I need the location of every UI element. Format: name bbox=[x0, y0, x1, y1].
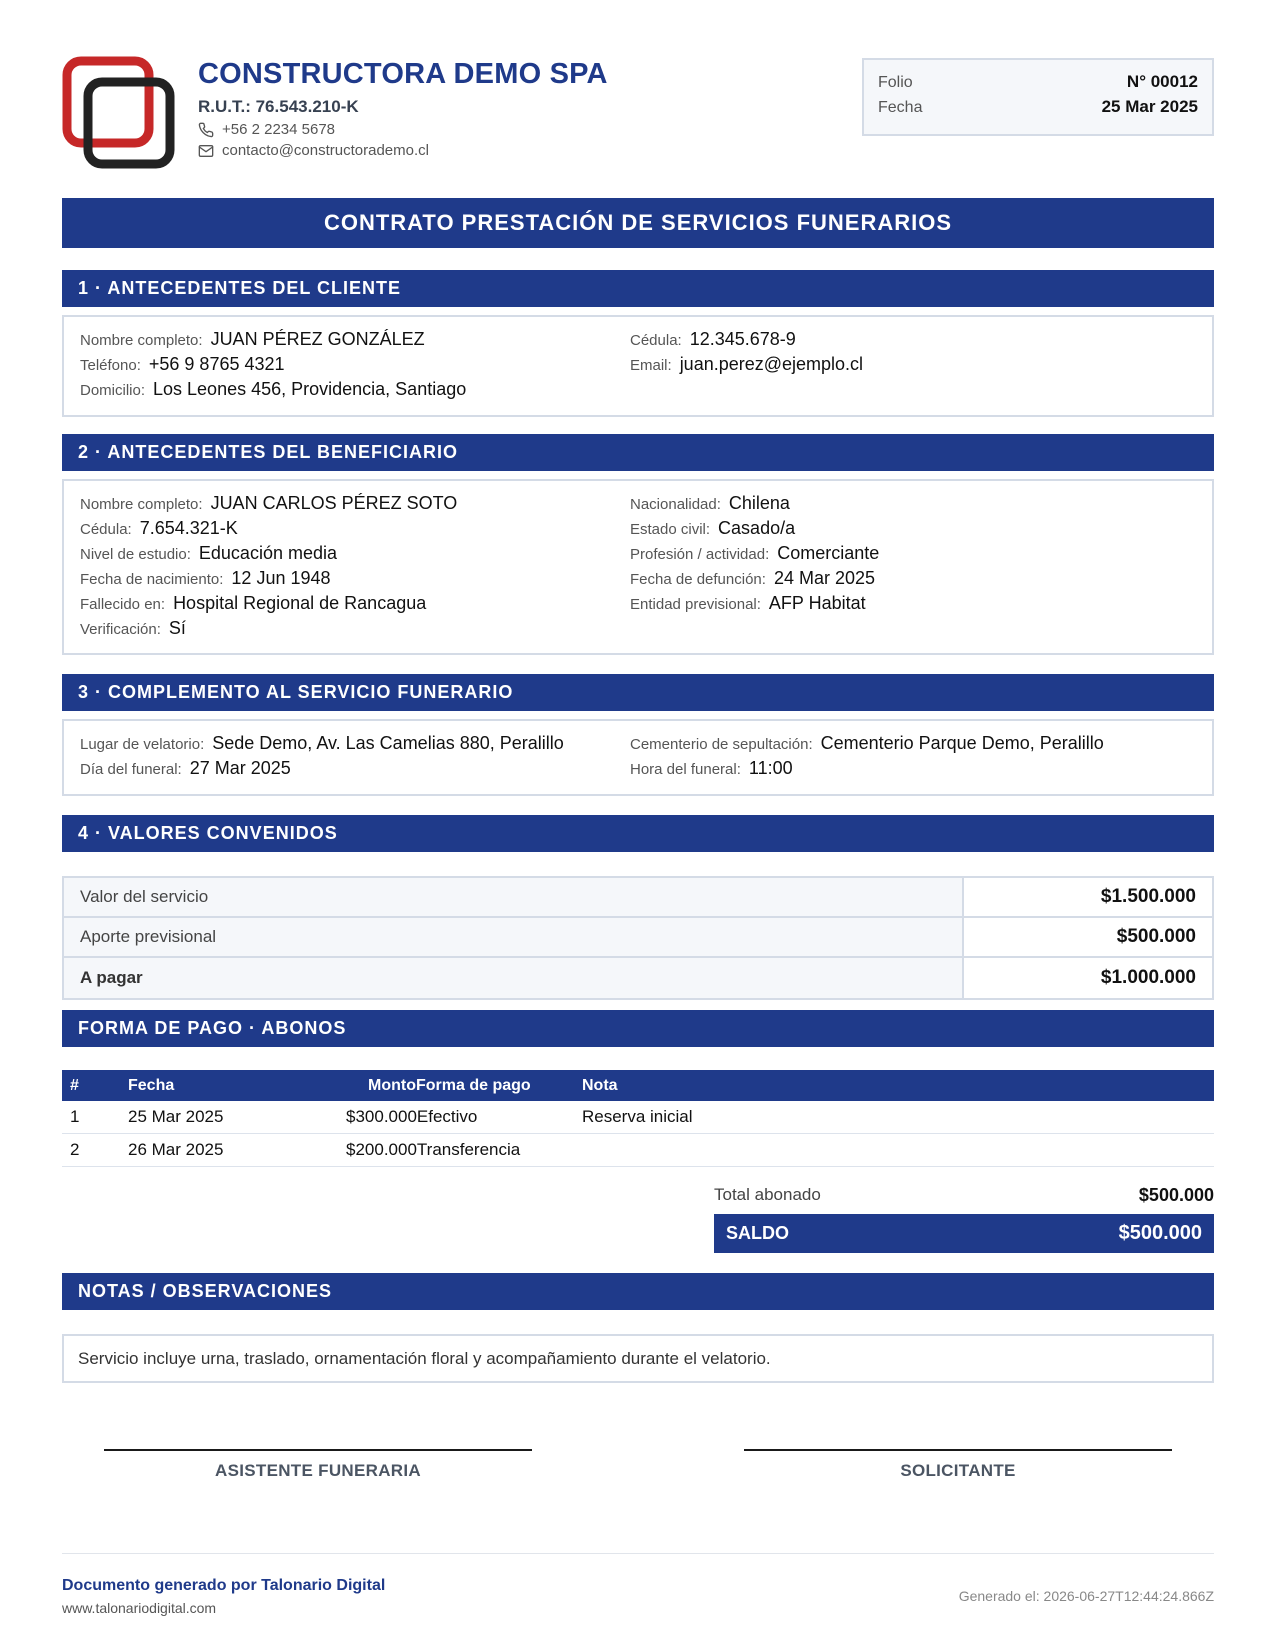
client-id: 12.345.678-9 bbox=[689, 329, 796, 349]
column-header: Nota bbox=[582, 1076, 618, 1094]
field-value: Sede Demo, Av. Las Camelias 880, Peralillo bbox=[212, 733, 564, 753]
column-header: # bbox=[70, 1076, 79, 1094]
payment-date: 25 Mar 2025 bbox=[128, 1107, 224, 1126]
client-field bbox=[80, 354, 466, 379]
company-phone: +56 2 2234 5678 bbox=[222, 121, 336, 138]
beneficiary-field bbox=[630, 518, 879, 543]
values-label: A pagar bbox=[64, 958, 964, 998]
field-value: Chilena bbox=[728, 493, 790, 513]
client-phone: +56 9 8765 4321 bbox=[148, 354, 285, 374]
field-label: Nombre completo: bbox=[80, 496, 203, 513]
values-amount: $1.500.000 bbox=[1100, 886, 1196, 907]
company-phone-line bbox=[198, 121, 608, 138]
payment-amount-method: $200.000Transferencia bbox=[346, 1140, 521, 1159]
footer-brand: Documento generado por Talonario Digital bbox=[62, 1577, 386, 1594]
beneficiary-field bbox=[80, 493, 457, 518]
folio-box bbox=[862, 58, 1214, 136]
field-value: JUAN CARLOS PÉREZ SOTO bbox=[210, 493, 458, 513]
field-label: Email: bbox=[630, 357, 672, 374]
balance-bar bbox=[714, 1214, 1214, 1253]
values-label: Valor del servicio bbox=[64, 878, 964, 916]
values-row bbox=[64, 918, 1212, 958]
client-left-column bbox=[80, 329, 466, 404]
company-logo bbox=[62, 56, 182, 176]
signature-left bbox=[104, 1449, 532, 1481]
balance-label: SALDO bbox=[726, 1223, 789, 1243]
mail-icon bbox=[198, 143, 214, 159]
values-label: Aporte previsional bbox=[64, 918, 964, 956]
field-value: AFP Habitat bbox=[768, 593, 866, 613]
footer-brand-block bbox=[62, 1577, 385, 1616]
client-field bbox=[630, 329, 863, 354]
folio-row bbox=[878, 72, 1198, 97]
company-name: CONSTRUCTORA DEMO SPA bbox=[198, 58, 608, 90]
footer-divider bbox=[62, 1553, 1214, 1554]
complement-field bbox=[630, 733, 1104, 758]
field-value: Educación media bbox=[198, 543, 337, 563]
beneficiary-field bbox=[630, 568, 879, 593]
total-paid-label: Total abonado bbox=[714, 1185, 821, 1204]
complement-right-column bbox=[630, 733, 1104, 783]
field-label: Fecha de nacimiento: bbox=[80, 571, 224, 588]
folio-label: Folio bbox=[878, 74, 913, 91]
client-address: Los Leones 456, Providencia, Santiago bbox=[153, 379, 467, 399]
field-label: Fallecido en: bbox=[80, 596, 166, 613]
field-label: Nivel de estudio: bbox=[80, 546, 191, 563]
field-label: Profesión / actividad: bbox=[630, 546, 770, 563]
field-label: Cédula: bbox=[630, 332, 682, 349]
footer-generated: Generado el: 2026-06-27T12:44:24.866Z bbox=[958, 1588, 1214, 1604]
company-email: contacto@constructorademo.cl bbox=[222, 142, 429, 159]
field-label: Verificación: bbox=[80, 621, 161, 638]
client-field bbox=[630, 354, 863, 379]
total-paid-value: $500.000 bbox=[1138, 1184, 1214, 1205]
field-label: Hora del funeral: bbox=[630, 761, 741, 778]
field-label: Cédula: bbox=[80, 521, 132, 538]
field-value: Comerciante bbox=[777, 543, 880, 563]
beneficiary-left-column bbox=[80, 493, 457, 643]
beneficiary-field bbox=[80, 593, 457, 618]
section-beneficiary-heading: 2 · ANTECEDENTES DEL BENEFICIARIO bbox=[62, 434, 1214, 471]
section-client-box bbox=[62, 315, 1214, 417]
field-label: Entidad previsional: bbox=[630, 596, 761, 613]
field-label: Fecha de defunción: bbox=[630, 571, 766, 588]
field-value: 11:00 bbox=[748, 758, 793, 778]
beneficiary-field bbox=[630, 543, 879, 568]
complement-left-column bbox=[80, 733, 564, 783]
values-amount: $1.000.000 bbox=[1100, 967, 1196, 988]
payments-table-header bbox=[62, 1070, 1214, 1101]
beneficiary-field bbox=[80, 568, 457, 593]
field-value: 12 Jun 1948 bbox=[231, 568, 331, 588]
field-label: Domicilio: bbox=[80, 382, 146, 399]
signature-line bbox=[104, 1449, 532, 1451]
field-label: Nacionalidad: bbox=[630, 496, 721, 513]
date-label: Fecha bbox=[878, 99, 923, 116]
column-header: MontoForma de pago bbox=[368, 1076, 531, 1094]
section-client-heading: 1 · ANTECEDENTES DEL CLIENTE bbox=[62, 270, 1214, 307]
field-label: Día del funeral: bbox=[80, 761, 182, 778]
signature-label: ASISTENTE FUNERARIA bbox=[215, 1461, 421, 1480]
field-label: Teléfono: bbox=[80, 357, 141, 374]
signature-right bbox=[744, 1449, 1172, 1481]
folio-number: N° 00012 bbox=[1126, 72, 1198, 91]
column-header: Fecha bbox=[128, 1076, 175, 1094]
phone-icon bbox=[198, 122, 214, 138]
document-title: CONTRATO PRESTACIÓN DE SERVICIOS FUNERARIOS bbox=[62, 198, 1214, 248]
payment-row bbox=[62, 1134, 1214, 1167]
field-value: 27 Mar 2025 bbox=[189, 758, 291, 778]
beneficiary-field bbox=[630, 493, 879, 518]
section-complement-box bbox=[62, 719, 1214, 796]
beneficiary-field bbox=[630, 593, 879, 618]
field-value: Casado/a bbox=[718, 518, 796, 538]
field-value: 24 Mar 2025 bbox=[773, 568, 876, 588]
balance-value: $500.000 bbox=[1118, 1222, 1202, 1244]
client-email: juan.perez@ejemplo.cl bbox=[679, 354, 864, 374]
date-row bbox=[878, 97, 1198, 122]
complement-field bbox=[80, 733, 564, 758]
payment-amount-method: $300.000Efectivo bbox=[346, 1107, 478, 1126]
payment-date: 26 Mar 2025 bbox=[128, 1140, 224, 1159]
notes-text: Servicio incluye urna, traslado, ornamentación floral y acompañamiento durante el velatorio. bbox=[62, 1334, 1214, 1383]
section-values-heading: 4 · VALORES CONVENIDOS bbox=[62, 815, 1214, 852]
section-beneficiary-box bbox=[62, 479, 1214, 655]
beneficiary-field bbox=[80, 543, 457, 568]
values-amount: $500.000 bbox=[1116, 926, 1196, 947]
field-label: Cementerio de sepultación: bbox=[630, 736, 813, 753]
signature-label: SOLICITANTE bbox=[900, 1461, 1016, 1480]
section-complement-heading: 3 · COMPLEMENTO AL SERVICIO FUNERARIO bbox=[62, 674, 1214, 711]
company-rut: R.U.T.: 76.543.210-K bbox=[198, 97, 359, 116]
field-label: Nombre completo: bbox=[80, 332, 203, 349]
client-name: JUAN PÉREZ GONZÁLEZ bbox=[210, 329, 425, 349]
payment-number: 2 bbox=[70, 1140, 80, 1159]
date-value: 25 Mar 2025 bbox=[1101, 97, 1198, 116]
complement-field bbox=[630, 758, 1104, 783]
field-value: 7.654.321-K bbox=[139, 518, 238, 538]
field-value: Sí bbox=[168, 618, 186, 638]
field-value: Cementerio Parque Demo, Peralillo bbox=[820, 733, 1104, 753]
footer-url: www.talonariodigital.com bbox=[62, 1600, 217, 1616]
field-label: Lugar de velatorio: bbox=[80, 736, 205, 753]
payment-note: Reserva inicial bbox=[582, 1107, 693, 1126]
beneficiary-right-column bbox=[630, 493, 879, 618]
client-right-column bbox=[630, 329, 863, 379]
client-field bbox=[80, 379, 466, 404]
beneficiary-field bbox=[80, 518, 457, 543]
beneficiary-field bbox=[80, 618, 457, 643]
values-table bbox=[62, 876, 1214, 1000]
field-label: Estado civil: bbox=[630, 521, 711, 538]
signature-line bbox=[744, 1449, 1172, 1451]
section-payments-heading: FORMA DE PAGO · ABONOS bbox=[62, 1010, 1214, 1047]
values-row bbox=[64, 878, 1212, 918]
company-info bbox=[198, 58, 608, 159]
total-paid bbox=[714, 1180, 1214, 1210]
payment-number: 1 bbox=[70, 1107, 80, 1126]
field-value: Hospital Regional de Rancagua bbox=[173, 593, 427, 613]
complement-field bbox=[80, 758, 564, 783]
client-field bbox=[80, 329, 466, 354]
section-notes-heading: NOTAS / OBSERVACIONES bbox=[62, 1273, 1214, 1310]
values-row bbox=[64, 958, 1212, 998]
company-email-line bbox=[198, 142, 608, 159]
payment-row bbox=[62, 1101, 1214, 1134]
